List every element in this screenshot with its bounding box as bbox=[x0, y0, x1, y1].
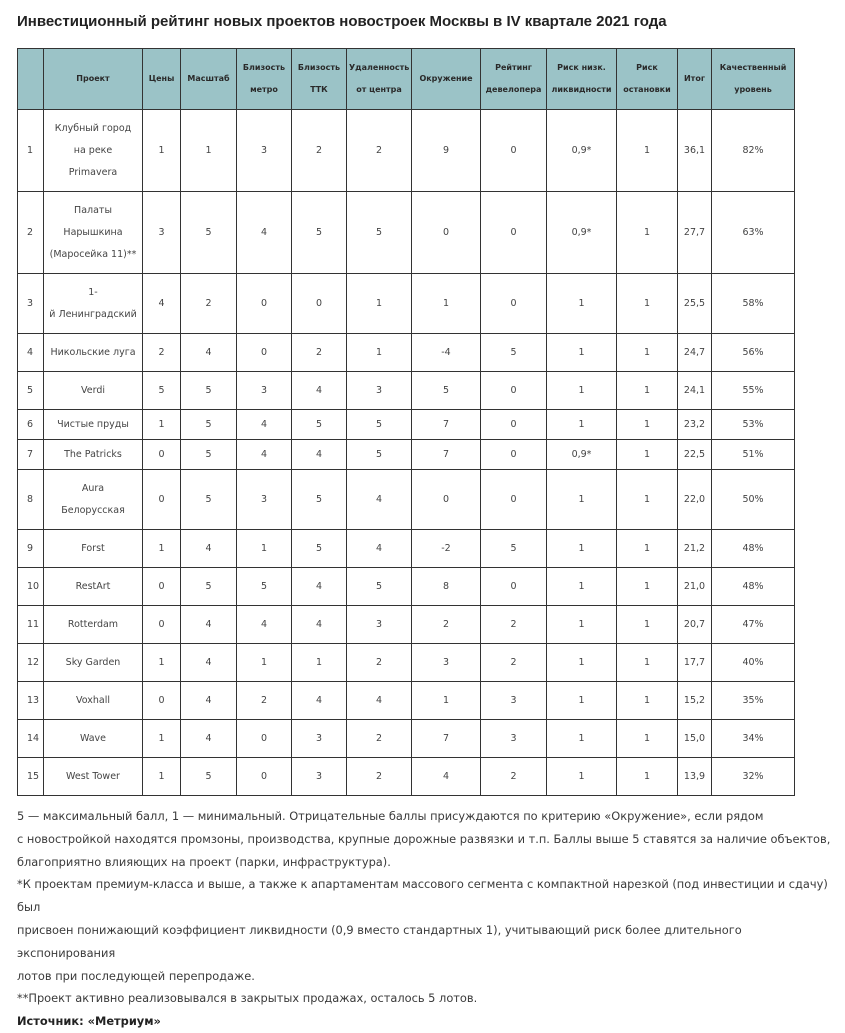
cell-env: 2 bbox=[412, 606, 481, 644]
cell-scale: 5 bbox=[181, 410, 237, 440]
cell-prices: 1 bbox=[143, 110, 181, 192]
cell-stop: 1 bbox=[617, 192, 678, 274]
col-header-line: ТТК bbox=[310, 85, 328, 94]
cell-dev: 2 bbox=[481, 644, 547, 682]
project-name-line: Wave bbox=[79, 732, 107, 744]
project-name-line: й Ленинградский bbox=[49, 308, 137, 320]
source-value: «Метриум» bbox=[87, 1014, 161, 1029]
cell-ttk: 5 bbox=[292, 410, 347, 440]
cell-env: 0 bbox=[412, 192, 481, 274]
cell-liq: 1 bbox=[547, 720, 617, 758]
scale-note-line: с новостройкой находятся промзоны, производства, крупные дорожные развязки и т.п. Баллы выше 5 ставятся за наличие объектов, bbox=[17, 831, 831, 846]
cell-scale: 4 bbox=[181, 530, 237, 568]
col-header-metro bbox=[237, 49, 292, 110]
project-name bbox=[44, 682, 143, 720]
cell-center: 2 bbox=[347, 720, 412, 758]
cell-total: 23,2 bbox=[678, 410, 712, 440]
col-header-quality bbox=[712, 49, 795, 110]
project-name bbox=[44, 606, 143, 644]
cell-prices: 0 bbox=[143, 440, 181, 470]
cell-total: 20,7 bbox=[678, 606, 712, 644]
cell-scale: 4 bbox=[181, 644, 237, 682]
cell-scale: 5 bbox=[181, 192, 237, 274]
cell-ttk: 4 bbox=[292, 682, 347, 720]
col-header-scale bbox=[181, 49, 237, 110]
col-header-liq bbox=[547, 49, 617, 110]
col-header-line: Цены bbox=[148, 74, 175, 83]
cell-ttk: 4 bbox=[292, 440, 347, 470]
cell-env: 0 bbox=[412, 470, 481, 530]
col-header-center bbox=[347, 49, 412, 110]
cell-liq: 1 bbox=[547, 530, 617, 568]
cell-center: 1 bbox=[347, 334, 412, 372]
cell-scale: 5 bbox=[181, 568, 237, 606]
cell-quality: 48% bbox=[712, 568, 795, 606]
table-row bbox=[18, 568, 795, 606]
cell-metro: 0 bbox=[237, 334, 292, 372]
cell-ttk: 1 bbox=[292, 644, 347, 682]
col-header-line: Удаленность bbox=[349, 63, 410, 72]
liquidity-note-line: лотов при последующей перепродаже. bbox=[17, 968, 255, 983]
cell-ttk: 2 bbox=[292, 334, 347, 372]
cell-env: 7 bbox=[412, 440, 481, 470]
cell-center: 4 bbox=[347, 530, 412, 568]
project-name-line: на реке bbox=[73, 144, 113, 156]
col-header-num bbox=[18, 49, 44, 110]
cell-env: -4 bbox=[412, 334, 481, 372]
cell-stop: 1 bbox=[617, 372, 678, 410]
liquidity-note bbox=[17, 873, 832, 987]
cell-stop: 1 bbox=[617, 682, 678, 720]
table-row bbox=[18, 334, 795, 372]
cell-env: 4 bbox=[412, 758, 481, 796]
liquidity-note-line: присвоен понижающий коэффициент ликвидности (0,9 вместо стандартных 1), учитывающий риск более длительного экспонирования bbox=[17, 922, 742, 960]
cell-scale: 1 bbox=[181, 110, 237, 192]
col-header-line: Качественный bbox=[719, 63, 787, 72]
cell-center: 2 bbox=[347, 758, 412, 796]
cell-dev: 0 bbox=[481, 372, 547, 410]
cell-quality: 82% bbox=[712, 110, 795, 192]
cell-env: 7 bbox=[412, 720, 481, 758]
project-name bbox=[44, 440, 143, 470]
cell-total: 21,2 bbox=[678, 530, 712, 568]
table-row bbox=[18, 758, 795, 796]
col-header-line: Близость bbox=[297, 63, 341, 72]
project-name-line: Primavera bbox=[68, 166, 118, 178]
cell-env: 9 bbox=[412, 110, 481, 192]
col-header-line: девелопера bbox=[485, 85, 542, 94]
cell-scale: 4 bbox=[181, 682, 237, 720]
cell-dev: 0 bbox=[481, 410, 547, 440]
cell-stop: 1 bbox=[617, 110, 678, 192]
cell-prices: 0 bbox=[143, 606, 181, 644]
cell-prices: 0 bbox=[143, 682, 181, 720]
cell-dev: 0 bbox=[481, 110, 547, 192]
cell-liq: 1 bbox=[547, 644, 617, 682]
project-name-line: Белорусская bbox=[61, 504, 125, 516]
cell-stop: 1 bbox=[617, 568, 678, 606]
cell-quality: 58% bbox=[712, 274, 795, 334]
cell-dev: 2 bbox=[481, 606, 547, 644]
cell-total: 15,0 bbox=[678, 720, 712, 758]
cell-quality: 32% bbox=[712, 758, 795, 796]
row-number: 10 bbox=[18, 568, 44, 606]
cell-liq: 1 bbox=[547, 606, 617, 644]
cell-liq: 1 bbox=[547, 568, 617, 606]
cell-ttk: 3 bbox=[292, 758, 347, 796]
cell-scale: 5 bbox=[181, 758, 237, 796]
project-name-line: Aura bbox=[81, 482, 105, 494]
cell-center: 5 bbox=[347, 568, 412, 606]
cell-center: 4 bbox=[347, 470, 412, 530]
cell-dev: 3 bbox=[481, 720, 547, 758]
cell-prices: 1 bbox=[143, 410, 181, 440]
cell-ttk: 3 bbox=[292, 720, 347, 758]
cell-metro: 3 bbox=[237, 110, 292, 192]
cell-scale: 5 bbox=[181, 470, 237, 530]
cell-stop: 1 bbox=[617, 470, 678, 530]
closed-sales-note: **Проект активно реализовывался в закрытых продажах, осталось 5 лотов. bbox=[17, 991, 478, 1006]
cell-liq: 1 bbox=[547, 682, 617, 720]
project-name-line: Клубный город bbox=[54, 122, 132, 134]
project-name bbox=[44, 644, 143, 682]
cell-center: 3 bbox=[347, 372, 412, 410]
table-row bbox=[18, 682, 795, 720]
cell-metro: 5 bbox=[237, 568, 292, 606]
project-name bbox=[44, 470, 143, 530]
cell-metro: 1 bbox=[237, 644, 292, 682]
row-number: 9 bbox=[18, 530, 44, 568]
cell-scale: 5 bbox=[181, 440, 237, 470]
table-row bbox=[18, 470, 795, 530]
cell-quality: 53% bbox=[712, 410, 795, 440]
cell-ttk: 4 bbox=[292, 568, 347, 606]
project-name bbox=[44, 758, 143, 796]
project-name bbox=[44, 110, 143, 192]
project-name bbox=[44, 568, 143, 606]
cell-scale: 4 bbox=[181, 720, 237, 758]
cell-quality: 63% bbox=[712, 192, 795, 274]
cell-center: 4 bbox=[347, 682, 412, 720]
cell-prices: 1 bbox=[143, 758, 181, 796]
col-header-line: метро bbox=[250, 85, 278, 94]
project-name-line: Нарышкина bbox=[63, 226, 123, 238]
project-name-line: (Маросейка 11)** bbox=[49, 248, 137, 260]
cell-prices: 5 bbox=[143, 372, 181, 410]
cell-ttk: 5 bbox=[292, 470, 347, 530]
cell-total: 25,5 bbox=[678, 274, 712, 334]
col-header-line: Масштаб bbox=[187, 74, 230, 83]
col-header-line: Риск низк. bbox=[557, 63, 606, 72]
col-header-line: Рейтинг bbox=[495, 63, 532, 72]
cell-dev: 5 bbox=[481, 530, 547, 568]
cell-liq: 0,9* bbox=[547, 440, 617, 470]
cell-total: 36,1 bbox=[678, 110, 712, 192]
cell-env: 8 bbox=[412, 568, 481, 606]
cell-liq: 1 bbox=[547, 470, 617, 530]
row-number: 7 bbox=[18, 440, 44, 470]
cell-ttk: 2 bbox=[292, 110, 347, 192]
cell-metro: 4 bbox=[237, 606, 292, 644]
cell-center: 3 bbox=[347, 606, 412, 644]
scale-note-line: благоприятно влияющих на проект (парки, инфраструктура). bbox=[17, 854, 391, 869]
project-name-line: 1- bbox=[88, 286, 98, 298]
col-header-line: от центра bbox=[356, 85, 402, 94]
cell-dev: 0 bbox=[481, 470, 547, 530]
col-header-line: Итог bbox=[683, 74, 705, 83]
project-name bbox=[44, 410, 143, 440]
cell-metro: 3 bbox=[237, 470, 292, 530]
col-header-prices bbox=[143, 49, 181, 110]
cell-scale: 4 bbox=[181, 334, 237, 372]
cell-env: 3 bbox=[412, 644, 481, 682]
cell-quality: 40% bbox=[712, 644, 795, 682]
cell-env: 7 bbox=[412, 410, 481, 440]
cell-metro: 4 bbox=[237, 410, 292, 440]
table-row bbox=[18, 644, 795, 682]
project-name-line: West Tower bbox=[66, 770, 120, 782]
project-name bbox=[44, 192, 143, 274]
row-number: 2 bbox=[18, 192, 44, 274]
row-number: 14 bbox=[18, 720, 44, 758]
cell-env: -2 bbox=[412, 530, 481, 568]
cell-prices: 1 bbox=[143, 530, 181, 568]
col-header-dev bbox=[481, 49, 547, 110]
cell-liq: 1 bbox=[547, 372, 617, 410]
table-row bbox=[18, 606, 795, 644]
row-number: 5 bbox=[18, 372, 44, 410]
cell-liq: 1 bbox=[547, 410, 617, 440]
col-header-stop bbox=[617, 49, 678, 110]
col-header-ttk bbox=[292, 49, 347, 110]
row-number: 13 bbox=[18, 682, 44, 720]
cell-dev: 0 bbox=[481, 274, 547, 334]
project-name-line: Verdi bbox=[80, 384, 105, 396]
cell-prices: 1 bbox=[143, 720, 181, 758]
footnotes bbox=[17, 805, 832, 1033]
cell-total: 24,7 bbox=[678, 334, 712, 372]
project-name-line: Forst bbox=[81, 542, 105, 554]
cell-quality: 34% bbox=[712, 720, 795, 758]
project-name-line: RestArt bbox=[75, 580, 111, 592]
cell-total: 17,7 bbox=[678, 644, 712, 682]
cell-metro: 0 bbox=[237, 720, 292, 758]
cell-prices: 4 bbox=[143, 274, 181, 334]
cell-quality: 55% bbox=[712, 372, 795, 410]
cell-center: 5 bbox=[347, 410, 412, 440]
cell-stop: 1 bbox=[617, 410, 678, 440]
table-row bbox=[18, 440, 795, 470]
cell-liq: 0,9* bbox=[547, 192, 617, 274]
table-row bbox=[18, 372, 795, 410]
col-header-line: остановки bbox=[623, 85, 671, 94]
row-number: 8 bbox=[18, 470, 44, 530]
cell-metro: 4 bbox=[237, 440, 292, 470]
cell-ttk: 4 bbox=[292, 606, 347, 644]
cell-quality: 47% bbox=[712, 606, 795, 644]
cell-stop: 1 bbox=[617, 440, 678, 470]
cell-quality: 48% bbox=[712, 530, 795, 568]
project-name-line: Rotterdam bbox=[67, 618, 119, 630]
cell-env: 1 bbox=[412, 682, 481, 720]
cell-liq: 1 bbox=[547, 274, 617, 334]
cell-stop: 1 bbox=[617, 274, 678, 334]
cell-center: 1 bbox=[347, 274, 412, 334]
cell-dev: 5 bbox=[481, 334, 547, 372]
col-header-total bbox=[678, 49, 712, 110]
row-number: 12 bbox=[18, 644, 44, 682]
cell-stop: 1 bbox=[617, 644, 678, 682]
cell-quality: 56% bbox=[712, 334, 795, 372]
cell-metro: 4 bbox=[237, 192, 292, 274]
liquidity-note-line: *К проектам премиум-класса и выше, а также к апартаментам массового сегмента с компактной нарезкой (под инвестиции и сдачу) был bbox=[17, 877, 828, 915]
page-title: Инвестиционный рейтинг новых проектов новостроек Москвы в IV квартале 2021 года bbox=[17, 13, 667, 30]
cell-prices: 2 bbox=[143, 334, 181, 372]
project-name-line: Voxhall bbox=[75, 694, 111, 706]
col-header-line: Проект bbox=[76, 74, 110, 83]
cell-metro: 1 bbox=[237, 530, 292, 568]
table-row bbox=[18, 410, 795, 440]
cell-quality: 51% bbox=[712, 440, 795, 470]
cell-center: 2 bbox=[347, 644, 412, 682]
cell-metro: 2 bbox=[237, 682, 292, 720]
cell-total: 27,7 bbox=[678, 192, 712, 274]
cell-stop: 1 bbox=[617, 530, 678, 568]
row-number: 15 bbox=[18, 758, 44, 796]
row-number: 1 bbox=[18, 110, 44, 192]
cell-stop: 1 bbox=[617, 334, 678, 372]
cell-scale: 4 bbox=[181, 606, 237, 644]
cell-dev: 0 bbox=[481, 192, 547, 274]
cell-quality: 35% bbox=[712, 682, 795, 720]
project-name bbox=[44, 372, 143, 410]
row-number: 3 bbox=[18, 274, 44, 334]
project-name bbox=[44, 720, 143, 758]
cell-dev: 2 bbox=[481, 758, 547, 796]
cell-liq: 1 bbox=[547, 758, 617, 796]
table-row bbox=[18, 530, 795, 568]
cell-liq: 1 bbox=[547, 334, 617, 372]
cell-dev: 0 bbox=[481, 568, 547, 606]
col-header-project bbox=[44, 49, 143, 110]
cell-total: 22,0 bbox=[678, 470, 712, 530]
cell-ttk: 0 bbox=[292, 274, 347, 334]
cell-total: 15,2 bbox=[678, 682, 712, 720]
project-name-line: Чистые пруды bbox=[57, 418, 129, 430]
table-row bbox=[18, 274, 795, 334]
project-name-line: The Patricks bbox=[64, 448, 122, 460]
col-header-env bbox=[412, 49, 481, 110]
cell-ttk: 5 bbox=[292, 530, 347, 568]
cell-dev: 0 bbox=[481, 440, 547, 470]
cell-quality: 50% bbox=[712, 470, 795, 530]
scale-note bbox=[17, 805, 832, 873]
row-number: 4 bbox=[18, 334, 44, 372]
table-header-row bbox=[18, 49, 795, 110]
source-label: Источник: bbox=[17, 1014, 84, 1029]
cell-prices: 1 bbox=[143, 644, 181, 682]
col-header-line: ликвидности bbox=[551, 85, 612, 94]
project-name bbox=[44, 334, 143, 372]
row-number: 11 bbox=[18, 606, 44, 644]
cell-scale: 5 bbox=[181, 372, 237, 410]
project-name bbox=[44, 274, 143, 334]
project-name bbox=[44, 530, 143, 568]
cell-metro: 0 bbox=[237, 758, 292, 796]
cell-total: 13,9 bbox=[678, 758, 712, 796]
cell-stop: 1 bbox=[617, 606, 678, 644]
rating-table bbox=[17, 48, 795, 796]
cell-total: 21,0 bbox=[678, 568, 712, 606]
cell-prices: 0 bbox=[143, 470, 181, 530]
cell-center: 5 bbox=[347, 192, 412, 274]
scale-note-line: 5 — максимальный балл, 1 — минимальный. Отрицательные баллы присуждаются по критерию «Окружение», если рядом bbox=[17, 809, 764, 823]
cell-ttk: 5 bbox=[292, 192, 347, 274]
col-header-line: Риск bbox=[636, 63, 658, 72]
cell-prices: 0 bbox=[143, 568, 181, 606]
cell-prices: 3 bbox=[143, 192, 181, 274]
cell-env: 5 bbox=[412, 372, 481, 410]
table-row bbox=[18, 192, 795, 274]
cell-env: 1 bbox=[412, 274, 481, 334]
col-header-line: уровень bbox=[734, 85, 772, 94]
cell-metro: 3 bbox=[237, 372, 292, 410]
row-number: 6 bbox=[18, 410, 44, 440]
table-row bbox=[18, 110, 795, 192]
cell-liq: 0,9* bbox=[547, 110, 617, 192]
table-row bbox=[18, 720, 795, 758]
cell-metro: 0 bbox=[237, 274, 292, 334]
cell-center: 5 bbox=[347, 440, 412, 470]
cell-total: 22,5 bbox=[678, 440, 712, 470]
project-name-line: Никольские луга bbox=[50, 346, 136, 358]
cell-stop: 1 bbox=[617, 720, 678, 758]
cell-dev: 3 bbox=[481, 682, 547, 720]
project-name-line: Палаты bbox=[74, 204, 112, 216]
col-header-line: Окружение bbox=[419, 74, 473, 83]
cell-scale: 2 bbox=[181, 274, 237, 334]
source-line bbox=[17, 1010, 832, 1033]
project-name-line: Sky Garden bbox=[65, 656, 121, 668]
cell-center: 2 bbox=[347, 110, 412, 192]
col-header-line: Близость bbox=[242, 63, 286, 72]
cell-stop: 1 bbox=[617, 758, 678, 796]
cell-ttk: 4 bbox=[292, 372, 347, 410]
cell-total: 24,1 bbox=[678, 372, 712, 410]
